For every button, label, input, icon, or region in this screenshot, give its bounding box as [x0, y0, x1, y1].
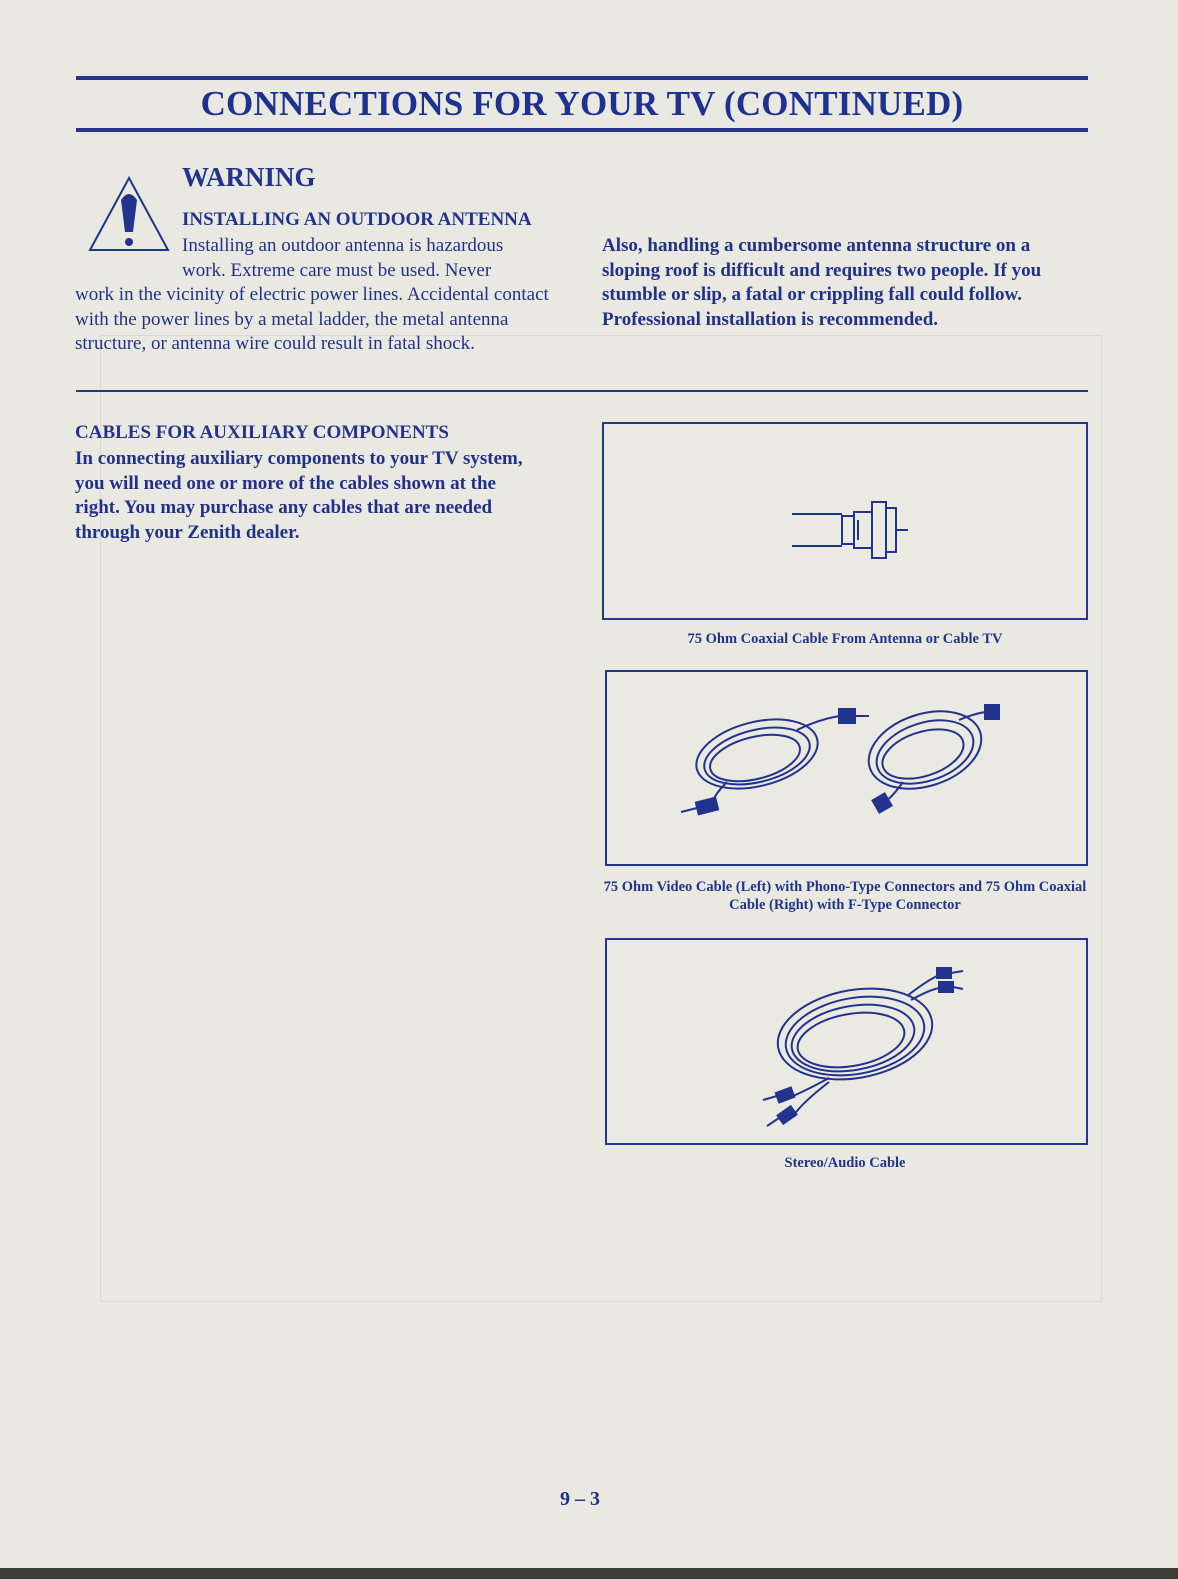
- stereo-audio-cable-figure: [605, 938, 1088, 1145]
- top-rule: [76, 76, 1088, 80]
- warning-paragraph-right: Also, handling a cumbersome antenna structure on a sloping roof is difficult and requires two people. If you stumble or slip, a fatal or crippling fall could follow. Professional installation is recommended.: [602, 235, 1042, 330]
- page-title: CONNECTIONS FOR YOUR TV (CONTINUED): [200, 84, 964, 123]
- warning-heading: WARNING: [182, 162, 316, 192]
- stereo-audio-cable-caption: Stereo/Audio Cable: [784, 1155, 906, 1171]
- video-coax-cable-figure: [605, 670, 1088, 866]
- warning-paragraph-body: work in the vicinity of electric power lines. Accidental contact with the power lines by a metal ladder, the metal antenna structure, or antenna wire could result in fatal shock.: [75, 284, 549, 354]
- coaxial-connector-icon: [604, 424, 1086, 618]
- title-underline: [76, 128, 1088, 132]
- cables-paragraph: In connecting auxiliary components to your TV system, you will need one or more of the cables shown at the right. You may purchase any cables that are needed through your Zenith dealer.: [75, 448, 523, 543]
- stereo-audio-cable-icon: [607, 940, 1086, 1143]
- video-and-coax-cable-icon: [607, 672, 1086, 864]
- warning-paragraph-indented: Installing an outdoor antenna is hazardous work. Extreme care must be used. Never: [182, 235, 504, 281]
- cables-heading: CABLES FOR AUXILIARY COMPONENTS: [75, 422, 449, 443]
- scan-bottom-edge: [0, 1568, 1178, 1579]
- warning-subheading: INSTALLING AN OUTDOOR ANTENNA: [182, 209, 532, 230]
- video-coax-cable-caption: 75 Ohm Video Cable (Left) with Phono-Type Connectors and 75 Ohm Coaxial Cable (Right) with F-Type Connector: [603, 879, 1087, 913]
- coaxial-cable-caption: 75 Ohm Coaxial Cable From Antenna or Cable TV: [687, 631, 1003, 647]
- coaxial-cable-figure: [602, 422, 1088, 620]
- section-divider: [76, 390, 1088, 392]
- warning-triangle-icon: [86, 174, 172, 254]
- page-number: 9 – 3: [560, 1488, 600, 1510]
